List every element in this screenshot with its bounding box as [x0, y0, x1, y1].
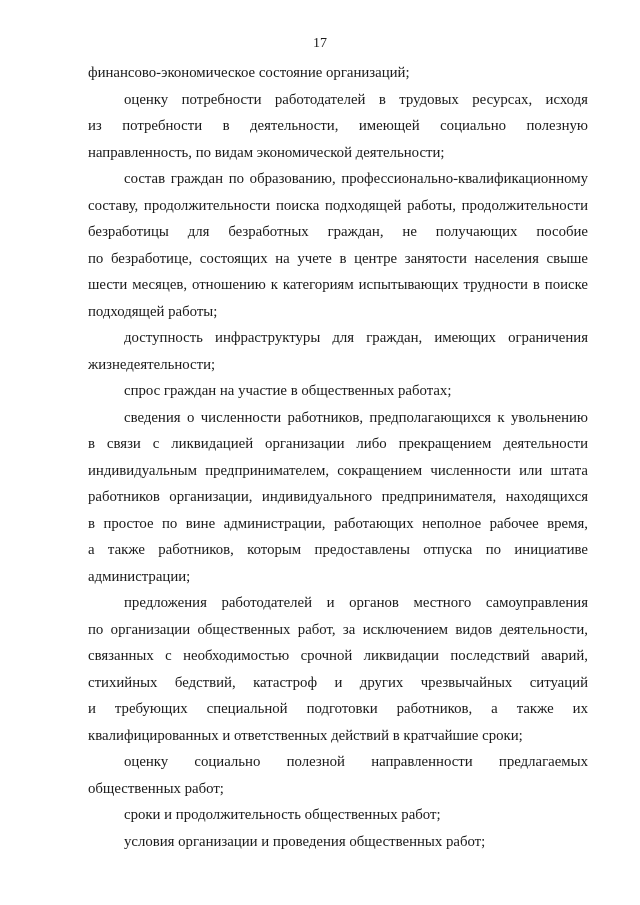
- paragraph: [88, 60, 588, 87]
- paragraph: [88, 325, 588, 378]
- paragraph: [88, 405, 588, 591]
- text-line: по безработице, состоящих на учете в центре занятости населения свыше: [88, 250, 588, 267]
- text-line: оценку социально полезной направленности предлагаемых: [124, 754, 588, 770]
- page-number: 17: [313, 36, 327, 51]
- text-line: составу, продолжительности поиска подходящей работы, продолжительности: [88, 197, 588, 214]
- text-line: в простое по вине администрации, работающих неполное рабочее время,: [88, 515, 588, 532]
- text-line: спрос граждан на участие в общественных работах;: [124, 383, 452, 399]
- paragraph: [88, 378, 588, 405]
- text-line: администрации;: [88, 568, 191, 585]
- text-line: подходящей работы;: [88, 303, 218, 320]
- paragraph: [88, 829, 588, 856]
- text-line: по организации общественных работ, за исключением видов деятельности,: [88, 621, 588, 638]
- text-line: связанных с необходимостью срочной ликвидации последствий аварий,: [88, 648, 588, 664]
- text-line: направленность, по видам экономической деятельности;: [88, 144, 445, 161]
- text-line: финансово-экономическое состояние организаций;: [88, 65, 410, 81]
- text-line: оценку потребности работодателей в трудовых ресурсах, исходя: [124, 91, 588, 108]
- text-line: стихийных бедствий, катастроф и других чрезвычайных ситуаций: [88, 674, 588, 691]
- text-line: сроки и продолжительность общественных работ;: [124, 807, 441, 823]
- text-line: безработицы для безработных граждан, не получающих пособие: [88, 224, 588, 240]
- body-text: [88, 60, 588, 855]
- text-line: индивидуальным предпринимателем, сокращением численности или штата: [88, 462, 588, 479]
- text-line: жизнедеятельности;: [88, 356, 216, 373]
- paragraph: [88, 802, 588, 829]
- text-line: предложения работодателей и органов местного самоуправления: [124, 595, 588, 611]
- text-line: а также работников, которым предоставлены отпуска по инициативе: [88, 542, 588, 558]
- text-line: общественных работ;: [88, 780, 224, 797]
- text-line: шести месяцев, отношению к категориям испытывающих трудности в поиске: [88, 277, 588, 293]
- paragraph: [88, 166, 588, 325]
- text-line: состав граждан по образованию, профессионально-квалификационному: [124, 171, 588, 187]
- text-line: сведения о численности работников, предполагающихся к увольнению: [124, 409, 588, 426]
- paragraph: [88, 749, 588, 802]
- text-line: в связи с ликвидацией организации либо прекращением деятельности: [88, 436, 588, 452]
- text-line: и требующих специальной подготовки работников, а также их: [88, 701, 588, 717]
- text-line: условия организации и проведения общественных работ;: [124, 833, 486, 850]
- text-line: из потребности в деятельности, имеющей социально полезную: [88, 118, 588, 134]
- text-line: работников организации, индивидуального предпринимателя, находящихся: [88, 489, 588, 505]
- paragraph: [88, 87, 588, 167]
- paragraph: [88, 590, 588, 749]
- text-line: доступность инфраструктуры для граждан, имеющих ограничения: [124, 330, 588, 346]
- text-line: квалифицированных и ответственных действий в кратчайшие сроки;: [88, 727, 523, 744]
